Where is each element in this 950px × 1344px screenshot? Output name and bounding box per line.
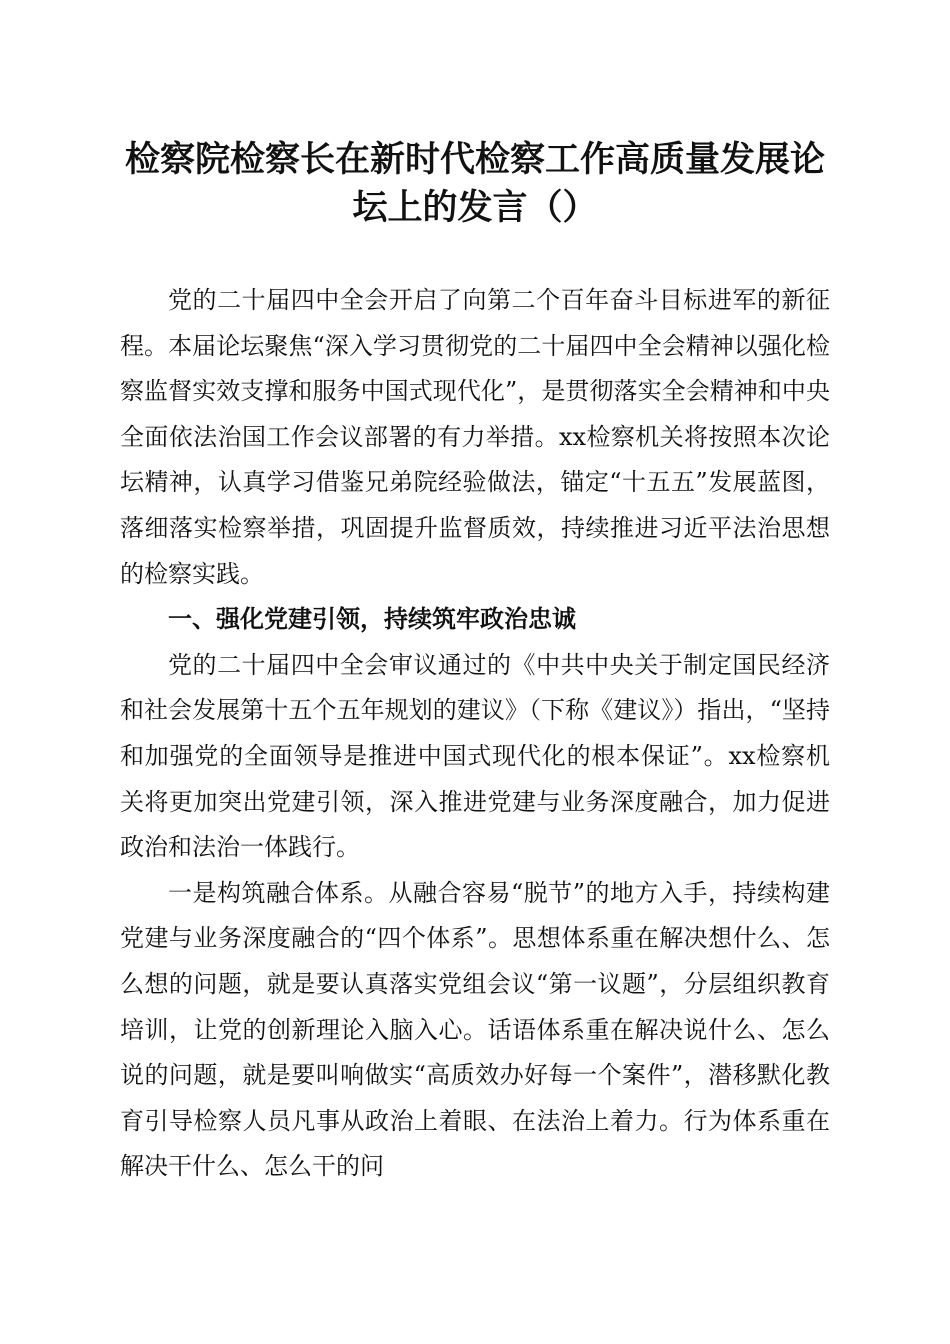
section-heading-1: 一、强化党建引领，持续筑牢政治忠诚: [168, 605, 576, 634]
document-title-line-2: 坛上的发言（）: [352, 187, 598, 228]
section-1-paragraph: 党的二十届四中全会审议通过的《中共中央关于制定国民经济和社会发展第十五个五年规划的建议》（下称《建议》）指出，“坚持和加强党的全面领导是推进中国式现代化的根本保证”。xx检察机关将更加突出党建引领，深入推进党建与业务深度融合，加力促进政治和法治一体践行。: [120, 650, 830, 862]
document-title-line-1: 检察院检察长在新时代检察工作高质量发展论: [124, 139, 825, 180]
document-body: [120, 278, 830, 1190]
section-1-point-1-paragraph: 一是构筑融合体系。从融合容易“脱节”的地方入手，持续构建党建与业务深度融合的“四个体系”。思想体系重在解决想什么、怎么想的问题，就是要认真落实党组会议“第一议题”，分层组织教育培训，让党的创新理论入脑入心。话语体系重在解决说什么、怎么说的问题，就是要叫响做实“高质效办好每一个案件”，潜移默化教育引导检察人员凡事从政治上着眼、在法治上着力。行为体系重在解决干什么、怎么干的问: [120, 878, 830, 1181]
intro-paragraph: 党的二十届四中全会开启了向第二个百年奋斗目标进军的新征程。本届论坛聚焦“深入学习贯彻党的二十届四中全会精神以强化检察监督实效支撑和服务中国式现代化”，是贯彻落实全会精神和中央全面依法治国工作会议部署的有力举措。xx检察机关将按照本次论坛精神，认真学习借鉴兄弟院经验做法，锚定“十五五”发展蓝图，落细落实检察举措，巩固提升监督质效，持续推进习近平法治思想的检察实践。: [120, 286, 830, 588]
